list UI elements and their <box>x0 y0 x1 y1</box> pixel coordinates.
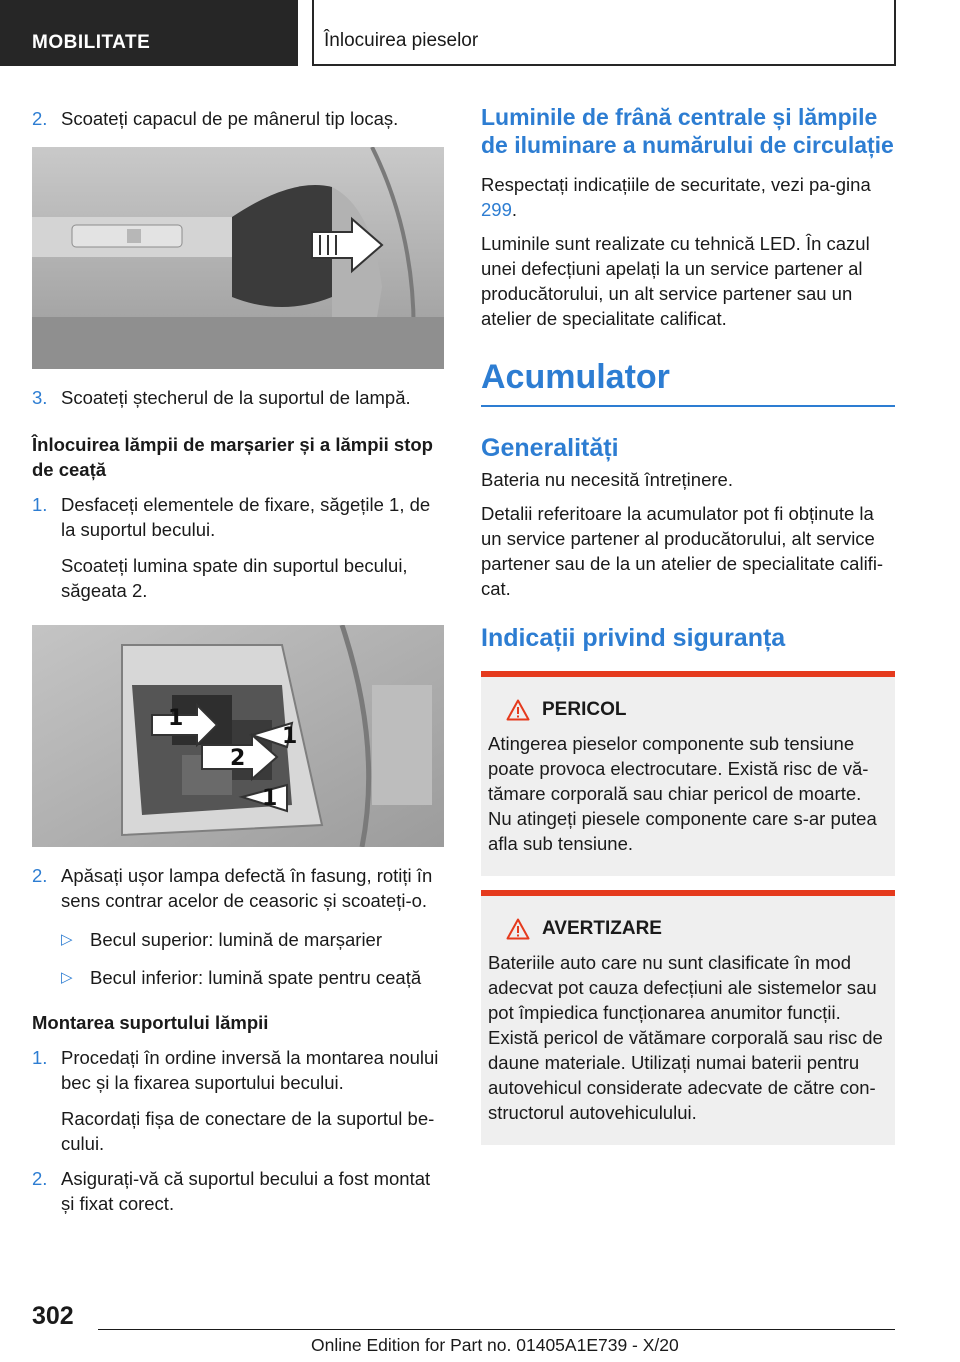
step-item <box>32 385 444 410</box>
step-text: Asigurați-vă că suportul becului a fost montat și fixat corect. <box>61 1168 431 1214</box>
warning-box <box>481 890 895 1145</box>
callout-label: 1 <box>168 706 184 731</box>
heading-safety: Indicații privind siguranța <box>481 624 786 652</box>
step-text: Procedați în ordine inversă la montarea noului bec și la fixarea suportului becului. <box>61 1047 439 1093</box>
triangle-bullet-icon: ▷ <box>61 931 73 948</box>
paragraph: Bateria nu necesită întreținere. <box>481 469 733 490</box>
step-item <box>32 492 444 603</box>
callout-label: 1 <box>282 724 298 749</box>
chapter-title: Înlocuirea pieselor <box>312 0 896 66</box>
danger-text: Nu atingeți piesele componente care s-ar putea afla sub tensiune. <box>488 808 877 854</box>
page-link[interactable]: 299 <box>481 199 512 220</box>
list-item <box>61 927 444 952</box>
step-item <box>32 1166 444 1216</box>
warning-triangle-icon <box>506 699 530 721</box>
step-text: Scoateți capacul de pe mânerul tip locaș. <box>61 108 399 129</box>
lamp-holder-photo <box>32 625 444 847</box>
step-text: Apăsați ușor lampa defectă în fasung, rotiți în sens contrar acelor de ceasoric și scoateți-o. <box>61 865 433 911</box>
step-text: Racordați fișa de conectare de la suportul be-cului. <box>61 1108 435 1154</box>
warning-title: AVERTIZARE <box>506 918 887 940</box>
callout-label: 1 <box>262 786 278 811</box>
step-item <box>32 863 444 990</box>
left-column <box>32 106 444 1226</box>
footer-edition: Online Edition for Part no. 01405A1E739 - X/20 <box>311 1335 679 1355</box>
step-item <box>32 106 444 131</box>
heading-brake-lights: Luminile de frână centrale și lămpile de iluminare a numărului de circulație <box>481 104 894 158</box>
section-tab[interactable]: MOBILITATE <box>0 0 298 66</box>
list-item <box>61 965 444 990</box>
triangle-bullet-icon: ▷ <box>61 969 73 986</box>
step-number: 2. <box>32 865 48 886</box>
step-text: Scoateți lumina spate din suportul becului, săgeata 2. <box>61 555 408 601</box>
subheading-mount: Montarea suportului lămpii <box>32 1012 269 1033</box>
step-number: 3. <box>32 387 48 408</box>
step-number: 2. <box>32 1168 48 1189</box>
subheading-fog-lamp: Înlocuirea lămpii de marșarier și a lămpii stop de ceață <box>32 434 433 480</box>
right-column <box>481 103 895 1159</box>
footer-divider <box>98 1329 895 1330</box>
heading-general: Generalități <box>481 434 619 462</box>
page-header <box>0 0 960 66</box>
step-text: Scoateți ștecherul de la suportul de lampă. <box>61 387 411 408</box>
step-number: 2. <box>32 108 48 129</box>
step-text: Desfaceți elementele de fixare, săgețile 1, de la suportul becului. <box>61 494 431 540</box>
page-number: 302 <box>32 1302 74 1330</box>
tailgate-handle-photo <box>32 147 444 369</box>
danger-title: PERICOL <box>506 699 887 721</box>
lamp-holder-illustration <box>32 625 444 847</box>
warning-text: Există pericol de vătămare corporală sau risc de daune materiale. Utilizați numai baterii pentru autovehicul considerate adecvate de către con-structorul autovehiculului. <box>488 1027 883 1123</box>
paragraph: Luminile sunt realizate cu tehnică LED. În cazul unei defecțiuni apelați la un service partener al producătorului, un alt service partener sau un atelier de specialitate calificat. <box>481 233 870 329</box>
danger-text: Atingerea pieselor componente sub tensiune poate provoca electrocutare. Există risc de vă-tămare corporală sau chiar pericol de moarte. <box>488 733 869 804</box>
tailgate-handle-illustration <box>32 147 444 369</box>
list-item-text: Becul superior: lumină de marșarier <box>90 929 383 950</box>
danger-box <box>481 671 895 876</box>
callout-label: 2 <box>230 746 246 771</box>
paragraph: Detalii referitoare la acumulator pot fi obținute la un service partener al producătorului, alt service partener sau de la un atelier de specialitate califi-cat. <box>481 503 884 599</box>
list-item-text: Becul inferior: lumină spate pentru ceață <box>90 967 422 988</box>
step-item <box>32 1045 444 1156</box>
paragraph: Respectați indicațiile de securitate, vezi pa-gina 299. <box>481 174 871 220</box>
step-number: 1. <box>32 494 48 515</box>
warning-triangle-icon <box>506 918 530 940</box>
step-number: 1. <box>32 1047 48 1068</box>
warning-text: Bateriile auto care nu sunt clasificate în mod adecvat pot cauza defecțiuni ale sistemelor sau pot împiedica funcționarea anumitor funcții. <box>488 952 877 1023</box>
heading-battery: Acumulator <box>481 357 895 407</box>
